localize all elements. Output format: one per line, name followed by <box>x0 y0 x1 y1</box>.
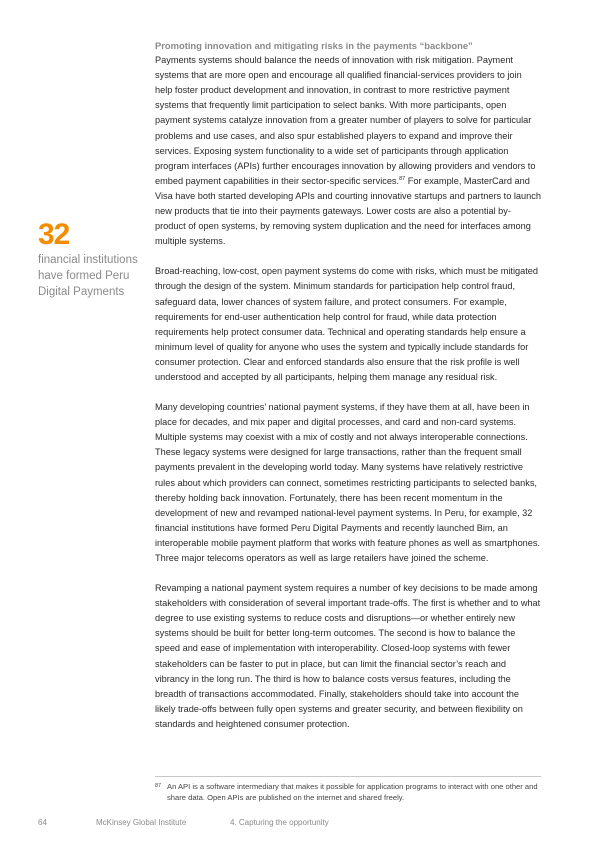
callout-number: 32 <box>38 218 70 251</box>
paragraph-innovation-text-a: Payments systems should balance the needs of innovation with risk mitigation. Payment systems that are more open and encourage all qualified financial-services providers to join help foster product development and innovation, in contrast to more restrictive payment systems that frequently limit participation to select banks. With more participants, open payment systems catalyze innovation from a greater number of players to solve for particular problems and use cases, and also spur established players to expand and improve their services. Exposing system functionality to a wide set of participants through application program interfaces (APIs) further encourages innovation by allowing providers and vendors to embed payment capabilities in their sector-specific services. <box>155 55 536 186</box>
paragraph-innovation <box>155 53 541 249</box>
paragraph-revamping: Revamping a national payment system requires a number of key decisions to be made among stakeholders with consideration of several important trade-offs. The first is whether and to what degree to use existing systems to reduce costs and disruptions—or whether entirely new systems should be built for better long-term outcomes. The second is how to balance the speed and ease of implementation with interoperability. Closed-loop systems with fewer stakeholders can be faster to put in place, but can limit the financial sector’s reach and vibrancy in the long run. The third is how to balance costs versus features, including the breadth of transactions accommodated. Finally, stakeholders should take into account the likely trade-offs between fully open systems and greater security, and between flexibility on standards and heightened consumer protection. <box>155 583 541 729</box>
paragraph-innovation-text-b: For example, MasterCard and Visa have both started developing APIs and courting innovative startups and partners to launch new products that tie into their payments gateways. Lower costs are also a potential by-product of open systems, by removing system duplication and the need for interfaces among multiple systems. <box>155 175 541 247</box>
paragraph-risks: Broad-reaching, low-cost, open payment systems do come with risks, which must be mitigated through the design of the system. Minimum standards for participation help control fraud, safeguard data, lower chances of system failure, and protect consumers. For example, requirements for end-user authentication help control for fraud, while data protection requirements help protect consumer data. Technical and operating standards help ensure a minimum level of quality for anyone who uses the system and typically include standards for consumer protection. Clear and enforced standards also ensure that the risk profile is well understood and accepted by all participants, helping them manage any residual risk. <box>155 266 538 382</box>
callout-text: financial institutions have formed Peru Digital Payments <box>38 254 138 298</box>
page-number: 64 <box>38 818 47 827</box>
footer-organization: McKinsey Global Institute <box>96 818 187 827</box>
paragraph-legacy-systems: Many developing countries’ national payment systems, if they have them at all, have been in place for decades, and mix paper and digital processes, and card and non-card systems. Multiple systems may coexist with a mix of costly and not always interoperable connections. These legacy systems were designed for large transactions, rather than the frequent small payments prevalent in the developing world today. Many systems have relatively restrictive rules about which providers can connect, sometimes restricting participants to selected banks, thereby holding back innovation. Fortunately, there has been recent momentum in the development of new and revamped national-level payment systems. In Peru, for example, 32 financial institutions have formed Peru Digital Payments and recently launched Bim, an interoperable mobile payment platform that works with feature phones as well as smartphones. Three major telecoms operators as well as large retailers have joined the scheme. <box>155 402 541 563</box>
footnote-number: 87 <box>155 783 162 789</box>
footer-chapter: 4. Capturing the opportunity <box>230 818 329 827</box>
main-text <box>155 38 541 747</box>
sidebar-callout <box>38 218 150 300</box>
footnote-text: An API is a software intermediary that makes it possible for application programs to interact with one other and share data. Open APIs are published on the internet and shared freely. <box>167 782 538 802</box>
footnote-divider <box>155 776 541 777</box>
page-footer <box>38 818 558 830</box>
footnote <box>155 782 541 803</box>
section-heading: Promoting innovation and mitigating risks in the payments “backbone” <box>155 40 473 51</box>
footnote-reference[interactable]: 87 <box>399 175 406 182</box>
